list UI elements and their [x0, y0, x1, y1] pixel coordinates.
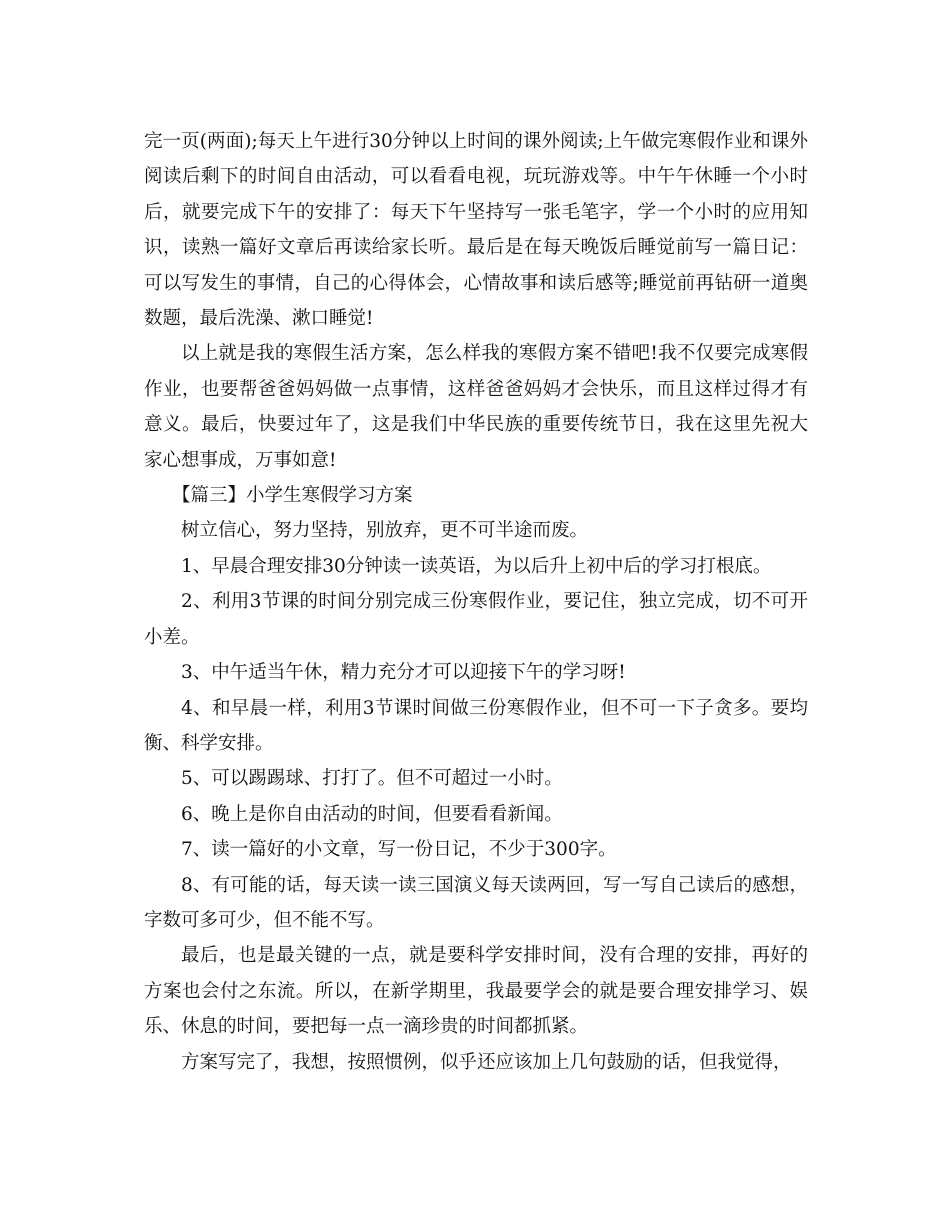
paragraph: 以上就是我的寒假生活方案，怎么样我的寒假方案不错吧!我不仅要完成寒假作业，也要帮爸爸妈妈做一点事情，这样爸爸妈妈才会快乐，而且这样过得才有意义。最后，快要过年了，这是我们中华民族的重要传统节日，我在这里先祝大家心想事成，万事如意! [144, 343, 808, 471]
section-heading: 【篇三】小学生寒假学习方案 [172, 485, 413, 507]
list-item: 8、有可能的话，每天读一读三国演义每天读两回，写一写自己读后的感想，字数可多可少，但不能不写。 [144, 874, 808, 931]
list-item: 3、中午适当午休，精力充分才可以迎接下午的学习呀! [181, 662, 626, 684]
list-item: 1、早晨合理安排30分钟读一读英语，为以后升上初中后的学习打根底。 [181, 555, 772, 577]
paragraph: 方案写完了，我想，按照惯例，似乎还应该加上几句鼓励的话，但我觉得， [181, 1051, 792, 1073]
paragraph: 完一页(两面);每天上午进行30分钟以上时间的课外阅读;上午做完寒假作业和课外阅读后剩下的时间自由活动，可以看看电视，玩玩游戏等。中午午休睡一个小时后，就要完成下午的安排了：每天下午坚持写一张毛笔字，学一个小时的应用知识，读熟一篇好文章后再读给家长听。最后是在每天晚饭后睡觉前写一篇日记：可以写发生的事情，自己的心得体会，心情故事和读后感等;睡觉前再钻研一道奥数题，最后洗澡、漱口睡觉! [144, 131, 808, 330]
list-item: 7、读一篇好的小文章，写一份日记，不少于300字。 [181, 839, 617, 861]
document-body [144, 124, 808, 1080]
list-item: 4、和早晨一样，利用3节课时间做三份寒假作业，但不可一下子贪多。要均衡、科学安排。 [144, 697, 808, 754]
paragraph: 最后，也是最关键的一点，就是要科学安排时间，没有合理的安排，再好的方案也会付之东流。所以，在新学期里，我最要学会的就是要合理安排学习、娱乐、休息的时间，要把每一点一滴珍贵的时间都抓紧。 [144, 945, 808, 1038]
paragraph: 树立信心，努力坚持，别放弃，更不可半途而废。 [181, 520, 589, 542]
list-item: 5、可以踢踢球、打打了。但不可超过一小时。 [181, 768, 563, 790]
list-item: 2、利用3节课的时间分别完成三份寒假作业，要记住，独立完成，切不可开小差。 [144, 591, 808, 648]
list-item: 6、晚上是你自由活动的时间，但要看看新闻。 [181, 803, 563, 825]
